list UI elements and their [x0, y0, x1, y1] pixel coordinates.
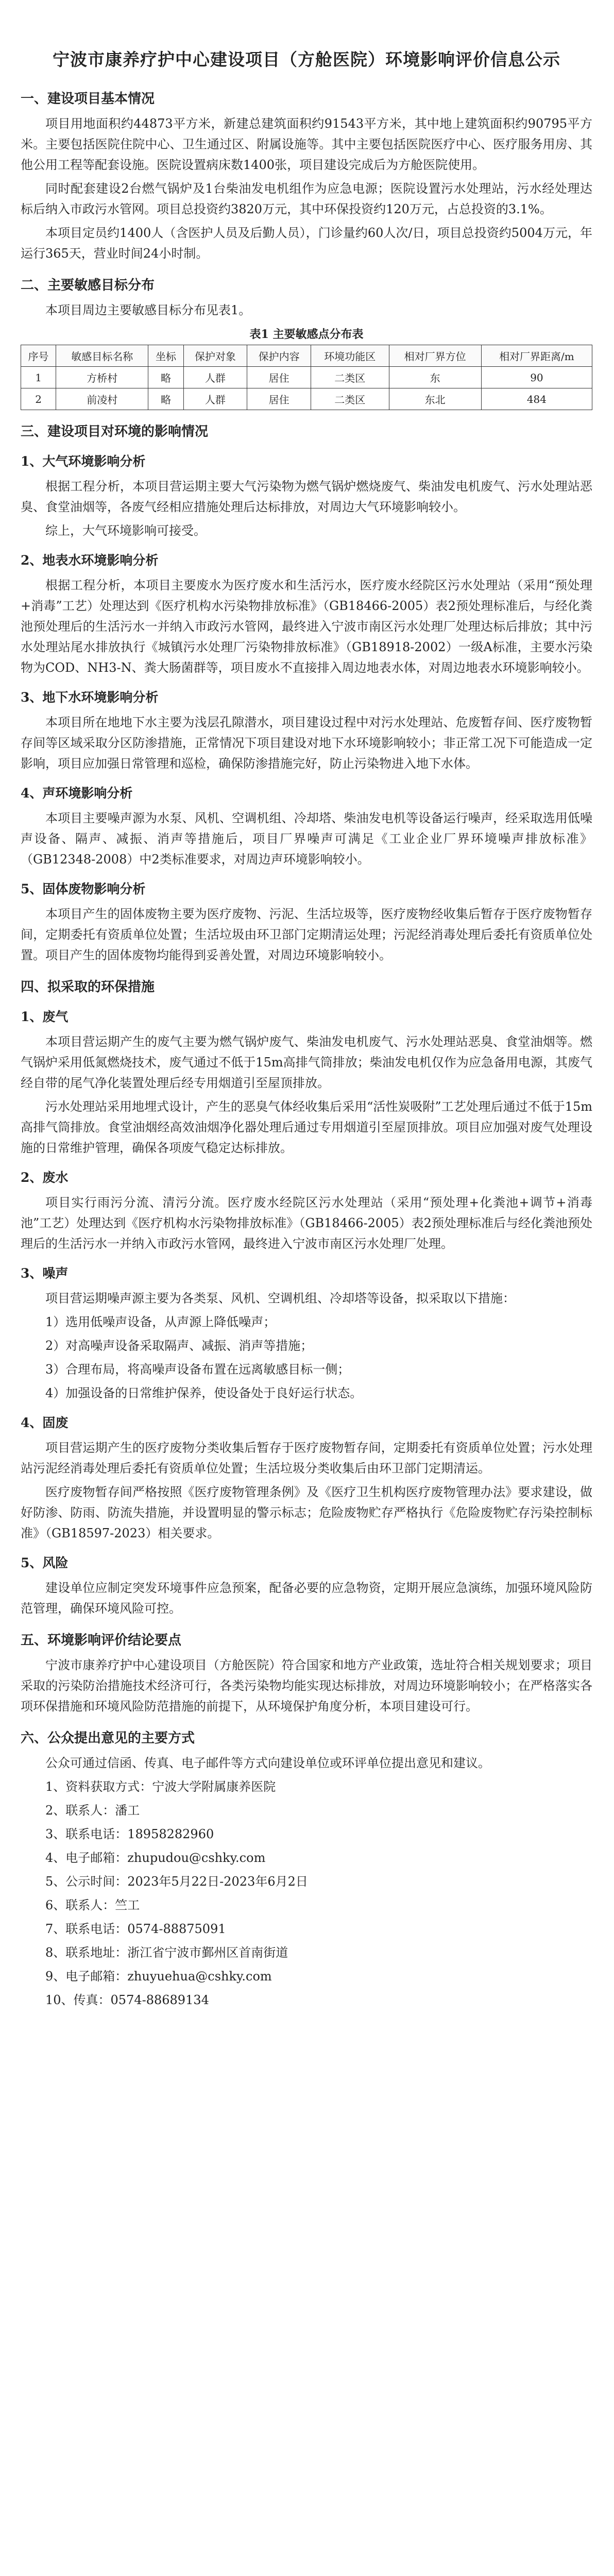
- section-2: [21, 275, 592, 410]
- section-1: [21, 89, 592, 264]
- section-3: [21, 421, 592, 965]
- paragraph: 项目实行雨污分流、清污分流。医疗废水经院区污水处理站（采用“预处理+化粪池+调节+消毒池”工艺）处理达到《医疗机构水污染物排放标准》（GB18466-2005）表2预处理标准后与经化粪池预处理后的生活污水一并纳入市政污水管网，最终进入宁波市南区污水处理厂处理。: [21, 1195, 592, 1251]
- table-header-row: [21, 345, 592, 367]
- table-header-cell: 环境功能区: [311, 345, 389, 367]
- table-header-cell: 相对厂界方位: [389, 345, 481, 367]
- section-6: [21, 1728, 592, 2010]
- table-cell: 方桥村: [56, 367, 148, 388]
- subsection-heading: 3、噪声: [21, 1266, 69, 1281]
- section-heading: 四、拟采取的环保措施: [21, 979, 155, 995]
- table-cell: 前凌村: [56, 388, 148, 410]
- sensitive-targets-table: [21, 345, 592, 410]
- paragraph: 本项目主要噪声源为水泵、风机、空调机组、冷却塔、柴油发电机等设备运行噪声，经采取选用低噪声设备、隔声、减振、消声等措施后，项目厂界噪声可满足《工业企业厂界环境噪声排放标准》（GB12348-2008）中2类标准要求，对周边声环境影响较小。: [21, 811, 592, 867]
- subsection-heading: 4、声环境影响分析: [21, 786, 133, 801]
- section-heading: 二、主要敏感目标分布: [21, 278, 155, 293]
- contact-item: 2、联系人：潘工: [45, 1803, 140, 1818]
- paragraph: 宁波市康养疗护中心建设项目（方舱医院）符合国家和地方产业政策，选址符合相关规划要求；项目采取的污染防治措施技术经济可行，各类污染物均能实现达标排放，对周边环境影响较小；在严格落实各项环保措施和环境风险防范措施的前提下，从环境保护角度分析，本项目建设可行。: [21, 1658, 592, 1714]
- subsection-heading: 4、固废: [21, 1415, 69, 1430]
- table-header-cell: 敏感目标名称: [56, 345, 148, 367]
- paragraph: 本项目所在地地下水主要为浅层孔隙潜水，项目建设过程中对污水处理站、危废暂存间、医疗废物暂存间等区域采取分区防渗措施，正常情况下项目建设对地下水环境影响较小；非正常工况下可能造成一定影响，项目应加强日常管理和巡检，确保防渗措施完好，防止污染物进入地下水体。: [21, 715, 592, 771]
- paragraph: 医疗废物暂存间严格按照《医疗废物管理条例》及《医疗卫生机构医疗废物管理办法》要求建设，做好防渗、防雨、防流失措施，并设置明显的警示标志；危险废物贮存严格执行《危险废物贮存污染控制标准》（GB18597-2023）相关要求。: [21, 1485, 592, 1540]
- table-cell: 2: [21, 388, 56, 410]
- paragraph: 本项目产生的固体废物主要为医疗废物、污泥、生活垃圾等，医疗废物经收集后暂存于医疗废物暂存间，定期委托有资质单位处置；生活垃圾由环卫部门定期清运处理；污泥经消毒处理后委托有资质单位处置。项目产生的固体废物均能得到妥善处置，对周边环境影响较小。: [21, 907, 592, 962]
- contact-item: 9、电子邮箱：zhuyuehua@cshky.com: [45, 1969, 272, 1984]
- subsection-heading: 5、风险: [21, 1555, 69, 1570]
- section-heading: 一、建设项目基本情况: [21, 91, 155, 107]
- paragraph: 本项目定员约1400人（含医护人员及后勤人员），门诊量约60人次/日，项目总投资约5004万元，年运行365天，营业时间24小时制。: [21, 226, 592, 261]
- paragraph: 根据工程分析，本项目营运期主要大气污染物为燃气锅炉燃烧废气、柴油发电机废气、污水处理站恶臭、食堂油烟等，各废气经相应措施处理后达标排放，对周边大气环境影响较小。: [21, 479, 592, 514]
- subsection-heading: 5、固体废物影响分析: [21, 882, 146, 896]
- subsection-heading: 2、地表水环境影响分析: [21, 553, 159, 568]
- table-cell: 484: [481, 388, 592, 410]
- table-cell: 略: [148, 367, 183, 388]
- paragraph: 本项目营运期产生的废气主要为燃气锅炉废气、柴油发电机废气、污水处理站恶臭、食堂油烟等。燃气锅炉采用低氮燃烧技术，废气通过不低于15m高排气筒排放；柴油发电机仅作为应急备用电源，其废气经自带的尾气净化装置处理后经专用烟道引至屋顶排放。: [21, 1035, 592, 1090]
- contact-item: 10、传真：0574-88689134: [45, 1993, 209, 2007]
- subsection-heading: 1、大气环境影响分析: [21, 454, 146, 469]
- section-heading: 五、环境影响评价结论要点: [21, 1633, 182, 1648]
- contact-item: 5、公示时间：2023年5月22日-2023年6月2日: [45, 1874, 308, 1889]
- table-header-cell: 保护对象: [183, 345, 247, 367]
- paragraph: 本项目周边主要敏感目标分布见表1。: [45, 303, 251, 317]
- table-header-cell: 保护内容: [247, 345, 311, 367]
- table-cell: 1: [21, 367, 56, 388]
- table-row: [21, 388, 592, 410]
- list-item: 4）加强设备的日常维护保养，使设备处于良好运行状态。: [45, 1386, 363, 1400]
- table-cell: 二类区: [311, 367, 389, 388]
- contact-item: 6、联系人：竺工: [45, 1898, 140, 1912]
- subsection-heading: 2、废水: [21, 1170, 69, 1185]
- paragraph: 项目营运期噪声源主要为各类泵、风机、空调机组、冷却塔等设备，拟采取以下措施：: [45, 1291, 515, 1306]
- list-item: 3）合理布局，将高噪声设备布置在远离敏感目标一侧；: [45, 1362, 350, 1377]
- table-cell: 90: [481, 367, 592, 388]
- table-cell: 居住: [247, 388, 311, 410]
- table-header-cell: 坐标: [148, 345, 183, 367]
- paragraph: 根据工程分析，本项目主要废水为医疗废水和生活污水，医疗废水经院区污水处理站（采用“预处理+消毒”工艺）处理达到《医疗机构水污染物排放标准》（GB18466-2005）表2预处理标准后，与经化粪池预处理后的生活污水一并纳入市政污水管网，最终进入宁波市南区污水处理厂处理达标后排放；其中污水处理站尾水排放执行《城镇污水处理厂污染物排放标准》（GB18918-2002）一级A标准，主要水污染物为COD、NH3-N、粪大肠菌群等，项目废水不直接排入周边地表水体，对周边地表水环境影响较小。: [21, 578, 592, 675]
- list-item: 1）选用低噪声设备，从声源上降低噪声；: [45, 1315, 276, 1329]
- table-cell: 人群: [183, 367, 247, 388]
- page-title: 宁波市康养疗护中心建设项目（方舱医院）环境影响评价信息公示: [53, 49, 560, 70]
- contact-item: 4、电子邮箱：zhupudou@cshky.com: [45, 1851, 266, 1865]
- table-cell: 东: [389, 367, 481, 388]
- document-page: [21, 31, 592, 2576]
- contact-item: 8、联系地址：浙江省宁波市鄞州区首南街道: [45, 1945, 288, 1960]
- paragraph: 污水处理站采用地埋式设计，产生的恶臭气体经收集后采用“活性炭吸附”工艺处理后通过不低于15m高排气筒排放。食堂油烟经高效油烟净化器处理后通过专用烟道引至屋顶排放。项目应加强对废气处理设施的日常维护管理，确保各项废气稳定达标排放。: [21, 1099, 592, 1155]
- section-5: [21, 1630, 592, 1717]
- table-cell: 居住: [247, 367, 311, 388]
- subsection-heading: 3、地下水环境影响分析: [21, 690, 159, 705]
- paragraph: 公众可通过信函、传真、电子邮件等方式向建设单位或环评单位提出意见和建议。: [45, 1756, 490, 1770]
- table-cell: 略: [148, 388, 183, 410]
- section-heading: 三、建设项目对环境的影响情况: [21, 424, 209, 439]
- table-cell: 人群: [183, 388, 247, 410]
- table-cell: 东北: [389, 388, 481, 410]
- table-row: [21, 367, 592, 388]
- section-4: [21, 977, 592, 1619]
- paragraph: 同时配套建设2台燃气锅炉及1台柴油发电机组作为应急电源；医院设置污水处理站，污水经处理达标后纳入市政污水管网。项目总投资约3820万元，其中环保投资约120万元，占总投资的3.1%。: [21, 181, 592, 216]
- section-heading: 六、公众提出意见的主要方式: [21, 1731, 195, 1746]
- subsection-heading: 1、废气: [21, 1009, 69, 1024]
- contact-item: 1、资料获取方式：宁波大学附属康养医院: [45, 1780, 276, 1794]
- table-header-cell: 序号: [21, 345, 56, 367]
- paragraph: 综上，大气环境影响可接受。: [45, 523, 206, 538]
- list-item: 2）对高噪声设备采取隔声、减振、消声等措施；: [45, 1338, 313, 1353]
- table-header-cell: 相对厂界距离/m: [481, 345, 592, 367]
- contact-item: 7、联系电话：0574-88875091: [45, 1922, 226, 1936]
- table-caption: 表1 主要敏感点分布表: [249, 328, 364, 341]
- table-cell: 二类区: [311, 388, 389, 410]
- contact-item: 3、联系电话：18958282960: [45, 1827, 214, 1841]
- paragraph: 项目营运期产生的医疗废物分类收集后暂存于医疗废物暂存间，定期委托有资质单位处置；污水处理站污泥经消毒处理后委托有资质单位处置；生活垃圾分类收集后由环卫部门定期清运。: [21, 1440, 592, 1476]
- paragraph: 建设单位应制定突发环境事件应急预案，配备必要的应急物资，定期开展应急演练，加强环境风险防范管理，确保环境风险可控。: [21, 1581, 592, 1616]
- paragraph: 项目用地面积约44873平方米，新建总建筑面积约91543平方米，其中地上建筑面积约90795平方米。主要包括医院住院中心、卫生通过区、附属设施等。其中主要包括医院医疗中心、医疗服务用房、其他公用工程等配套设施。医院设置病床数1400张，项目建设完成后为方舱医院使用。: [21, 116, 592, 172]
